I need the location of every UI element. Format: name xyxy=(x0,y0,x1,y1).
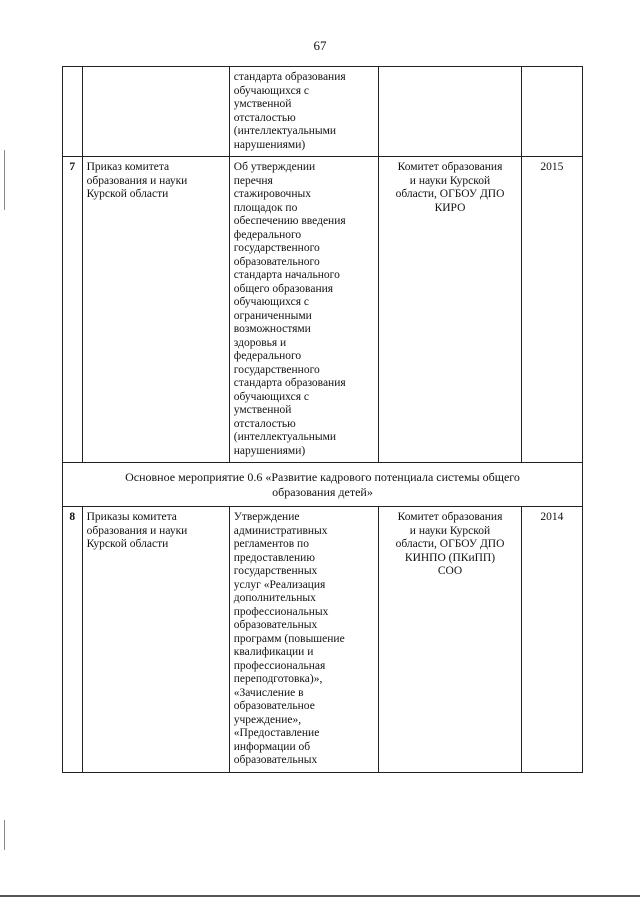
section-row xyxy=(63,463,583,507)
section-heading: Основное мероприятие 0.6 «Развитие кадрового потенциала системы общего образования детей» xyxy=(63,463,583,507)
table-row xyxy=(63,507,583,773)
table-row xyxy=(63,67,583,157)
year-cell xyxy=(521,67,582,157)
executor-cell: Комитет образования и науки Курской области, ОГБОУ ДПО КИНПО (ПКиПП) СОО xyxy=(379,507,521,773)
executor-cell: Комитет образования и науки Курской области, ОГБОУ ДПО КИРО xyxy=(379,157,521,463)
name-cell: Об утверждении перечня стажировочных площадок по обеспечению введения федерального государственного образовательного стандарта начального общего образования обучающихся с ограниченными возможностями здоровья и федерального государственного стандарта образования обучающихся с умственной отсталостью (интеллектуальными нарушениями) xyxy=(229,157,379,463)
year-cell: 2014 xyxy=(521,507,582,773)
page-number: 67 xyxy=(313,38,327,53)
row-number: 8 xyxy=(63,507,83,773)
table-row xyxy=(63,157,583,463)
scan-artifact xyxy=(4,820,5,850)
name-cell: стандарта образования обучающихся с умственной отсталостью (интеллектуальными нарушениями) xyxy=(229,67,379,157)
row-number xyxy=(63,67,83,157)
name-cell: Утверждение административных регламентов по предоставлению государственных услуг «Реализация дополнительных профессиональных образовательных программ (повышение квалификации и профессиональная переподготовка)», «Зачисление в образовательное учреждение», «Предоставление информации об образовательных xyxy=(229,507,379,773)
document-cell: Приказ комитета образования и науки Курской области xyxy=(82,157,229,463)
year-cell: 2015 xyxy=(521,157,582,463)
executor-cell xyxy=(379,67,521,157)
scan-edge-line xyxy=(0,895,640,897)
row-number: 7 xyxy=(63,157,83,463)
measures-table xyxy=(62,66,583,773)
document-cell: Приказы комитета образования и науки Курской области xyxy=(82,507,229,773)
document-cell xyxy=(82,67,229,157)
scan-artifact xyxy=(4,150,5,210)
